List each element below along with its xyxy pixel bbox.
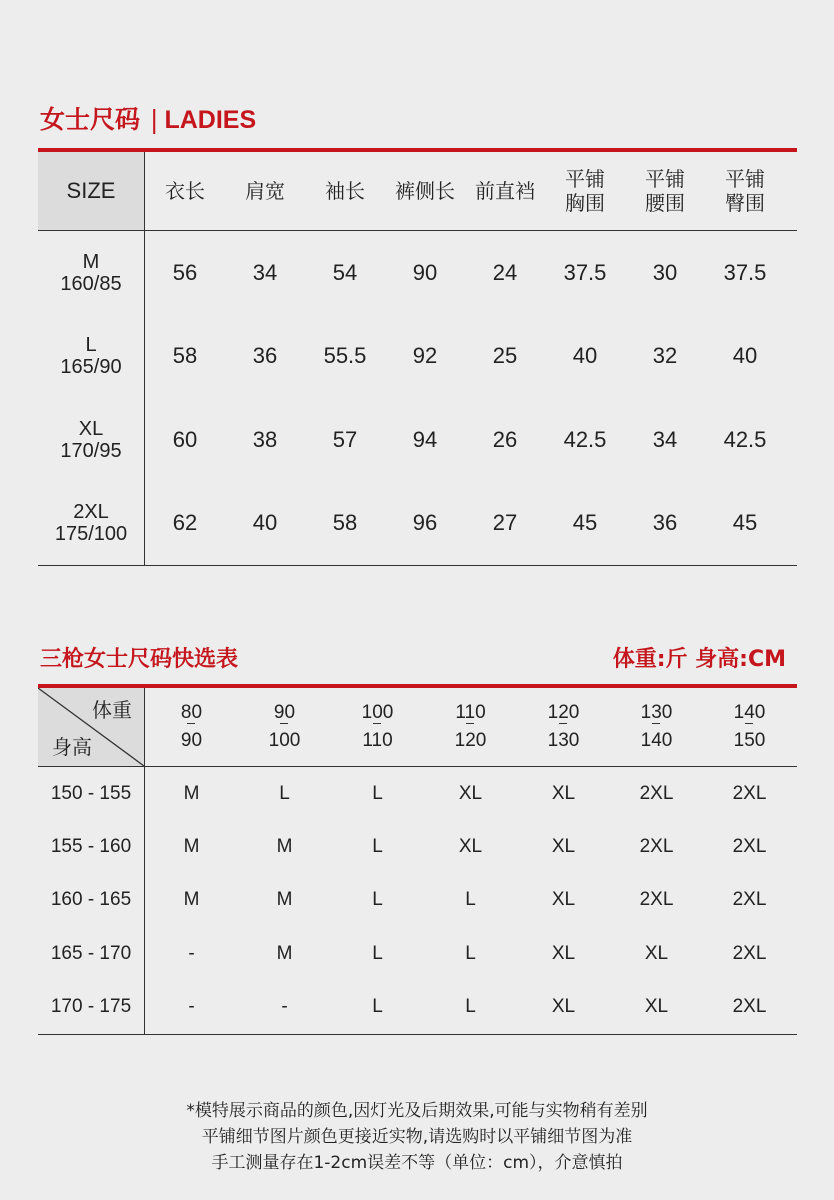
measurement-cell: 40	[252, 510, 278, 536]
quick-select-title: 三枪女士尺码快选表	[40, 647, 239, 672]
column-header	[625, 152, 705, 230]
size-result-cell: 2XL	[732, 782, 767, 804]
table-row	[38, 874, 797, 927]
weight-range-header	[424, 688, 517, 766]
size-result-cell: XL	[551, 782, 576, 804]
column-header-text	[475, 179, 535, 203]
size-result-cell: XL	[644, 942, 669, 964]
height-range-cell: 160 - 165	[38, 874, 145, 927]
measurement-cell: 25	[492, 343, 518, 369]
column-header-line: 平铺	[725, 167, 765, 191]
column-header	[465, 152, 545, 230]
column-header-line: 平铺	[645, 167, 685, 191]
column-header	[705, 152, 785, 230]
weight-min: 100	[361, 702, 394, 723]
size-cell	[38, 398, 145, 482]
column-header-text	[325, 179, 365, 203]
measurement-cell: 38	[252, 426, 278, 452]
column-header-line: 衣长	[165, 179, 205, 203]
measurement-cell: 40	[732, 343, 758, 369]
column-header-text	[725, 167, 765, 215]
weight-min: 120	[547, 702, 580, 723]
column-header	[385, 152, 465, 230]
column-header-line: 平铺	[565, 167, 605, 191]
measurement-cell: 36	[252, 343, 278, 369]
column-header	[145, 152, 225, 230]
size-result-cell: 2XL	[639, 889, 674, 911]
measurement-cell: 34	[252, 259, 278, 285]
measurement-cell: 37.5	[563, 259, 607, 285]
measurement-cell: 60	[172, 426, 198, 452]
weight-min: 80	[180, 702, 203, 723]
size-result-cell: 2XL	[732, 942, 767, 964]
size-cell	[38, 315, 145, 399]
column-header	[305, 152, 385, 230]
measurement-cell: 40	[572, 343, 598, 369]
size-spec: 165/90	[60, 356, 122, 379]
size-result-cell: 2XL	[639, 836, 674, 858]
measurement-cell: 24	[492, 259, 518, 285]
size-spec: 170/95	[60, 439, 122, 462]
table-row	[38, 927, 797, 980]
size-result-cell: L	[465, 942, 476, 964]
quick-select-body	[38, 767, 797, 1034]
column-header-text	[245, 179, 285, 203]
corner-cell	[38, 688, 145, 766]
measurement-cell: 94	[412, 426, 438, 452]
column-header-line: 臀围	[725, 191, 765, 215]
quick-select-unit: 体重:斤 身高:CM	[612, 647, 786, 672]
weight-range-header	[331, 688, 424, 766]
size-result-cell: XL	[458, 782, 483, 804]
measurement-cell: 27	[492, 510, 518, 536]
table-row	[38, 820, 797, 873]
weight-min: 140	[733, 702, 766, 723]
size-result-cell: 2XL	[732, 889, 767, 911]
size-result-cell: -	[188, 996, 195, 1018]
height-range-cell: 170 - 175	[38, 981, 145, 1034]
measurement-cell: 57	[332, 426, 358, 452]
size-label: 2XL	[73, 501, 109, 524]
weight-range-header	[610, 688, 703, 766]
size-result-cell: M	[183, 782, 200, 804]
weight-min: 130	[640, 702, 673, 723]
size-cell	[38, 231, 145, 315]
size-result-cell: L	[372, 889, 383, 911]
size-result-cell: -	[188, 942, 195, 964]
size-label: M	[82, 250, 100, 273]
weight-max: 90	[181, 727, 202, 755]
weight-range-header	[145, 688, 238, 766]
size-result-cell: XL	[551, 889, 576, 911]
notes	[0, 1098, 834, 1176]
table-row	[38, 482, 797, 566]
size-table	[38, 148, 797, 566]
size-label: XL	[78, 417, 104, 440]
measurement-cell: 96	[412, 510, 438, 536]
weight-min: 90	[273, 702, 296, 723]
measurement-cell: 55.5	[323, 343, 367, 369]
measurement-cell: 45	[572, 510, 598, 536]
weight-max: 120	[455, 727, 487, 755]
column-header-line: 肩宽	[245, 179, 285, 203]
note-line: 平铺细节图片颜色更接近实物,请选购时以平铺细节图为准	[201, 1127, 633, 1147]
column-header	[225, 152, 305, 230]
column-header-line: 裤侧长	[395, 179, 455, 203]
measurement-cell: 92	[412, 343, 438, 369]
title-cn: 女士尺码	[40, 105, 141, 134]
column-header-text	[395, 179, 455, 203]
weight-range-header	[517, 688, 610, 766]
size-result-cell: -	[281, 996, 288, 1018]
measurement-cell: 62	[172, 510, 198, 536]
note-line: 手工测量存在1-2cm误差不等（单位：cm），介意慎拍	[211, 1153, 623, 1173]
size-result-cell: L	[372, 942, 383, 964]
measurement-cell: 26	[492, 426, 518, 452]
column-header-line: 胸围	[565, 191, 605, 215]
size-label: L	[85, 334, 97, 357]
size-result-cell: XL	[551, 836, 576, 858]
weight-max: 130	[548, 727, 580, 755]
measurement-cell: 58	[172, 343, 198, 369]
corner-height-label: 身高	[52, 735, 92, 759]
column-header-line: 前直裆	[475, 179, 535, 203]
quick-select-table	[38, 684, 797, 1035]
measurement-cell: 90	[412, 259, 438, 285]
weight-range-header	[238, 688, 331, 766]
size-result-cell: M	[276, 889, 293, 911]
table-row	[38, 231, 797, 315]
size-result-cell: L	[279, 782, 290, 804]
size-result-cell: XL	[644, 996, 669, 1018]
size-result-cell: L	[372, 836, 383, 858]
size-result-cell: L	[465, 889, 476, 911]
size-spec: 175/100	[54, 523, 128, 546]
table-row	[38, 315, 797, 399]
weight-range-header	[703, 688, 796, 766]
height-range-cell: 165 - 170	[38, 927, 145, 980]
size-result-cell: 2XL	[732, 996, 767, 1018]
measurement-cell: 42.5	[723, 426, 767, 452]
size-result-cell: 2XL	[732, 836, 767, 858]
size-result-cell: XL	[458, 836, 483, 858]
size-result-cell: L	[372, 782, 383, 804]
measurement-cell: 42.5	[563, 426, 607, 452]
weight-max: 100	[269, 727, 301, 755]
size-result-cell: XL	[551, 996, 576, 1018]
quick-select-header	[38, 688, 797, 767]
size-header-cell: SIZE	[38, 152, 145, 230]
measurement-cell: 30	[652, 259, 678, 285]
size-result-cell: XL	[551, 942, 576, 964]
note-line: *模特展示商品的颜色,因灯光及后期效果,可能与实物稍有差别	[186, 1101, 648, 1121]
weight-min: 110	[455, 702, 486, 723]
column-header-text	[645, 167, 685, 215]
size-table-body	[38, 231, 797, 565]
column-header-text	[565, 167, 605, 215]
size-cell	[38, 482, 145, 566]
measurement-cell: 32	[652, 343, 678, 369]
height-range-cell: 155 - 160	[38, 820, 145, 873]
size-table-header	[38, 152, 797, 231]
size-result-cell: 2XL	[639, 782, 674, 804]
title-separator: |	[150, 105, 159, 134]
section-title-ladies	[40, 100, 256, 136]
corner-weight-label: 体重	[92, 698, 132, 722]
table-row	[38, 398, 797, 482]
size-result-cell: M	[183, 889, 200, 911]
size-spec: 160/85	[60, 272, 122, 295]
weight-max: 110	[362, 727, 392, 755]
measurement-cell: 56	[172, 259, 198, 285]
weight-max: 150	[734, 727, 766, 755]
table-row	[38, 767, 797, 820]
size-result-cell: L	[372, 996, 383, 1018]
weight-max: 140	[641, 727, 673, 755]
size-result-cell: M	[183, 836, 200, 858]
size-result-cell: M	[276, 836, 293, 858]
height-range-cell: 150 - 155	[38, 767, 145, 820]
measurement-cell: 36	[652, 510, 678, 536]
column-header	[545, 152, 625, 230]
measurement-cell: 54	[332, 259, 358, 285]
measurement-cell: 58	[332, 510, 358, 536]
column-header-line: 袖长	[325, 179, 365, 203]
measurement-cell: 37.5	[723, 259, 767, 285]
column-header-line: 腰围	[645, 191, 685, 215]
measurement-cell: 45	[732, 510, 758, 536]
table-row	[38, 981, 797, 1034]
measurement-cell: 34	[652, 426, 678, 452]
title-en: LADIES	[164, 106, 257, 134]
column-header-text	[165, 179, 205, 203]
size-result-cell: M	[276, 942, 293, 964]
size-result-cell: L	[465, 996, 476, 1018]
